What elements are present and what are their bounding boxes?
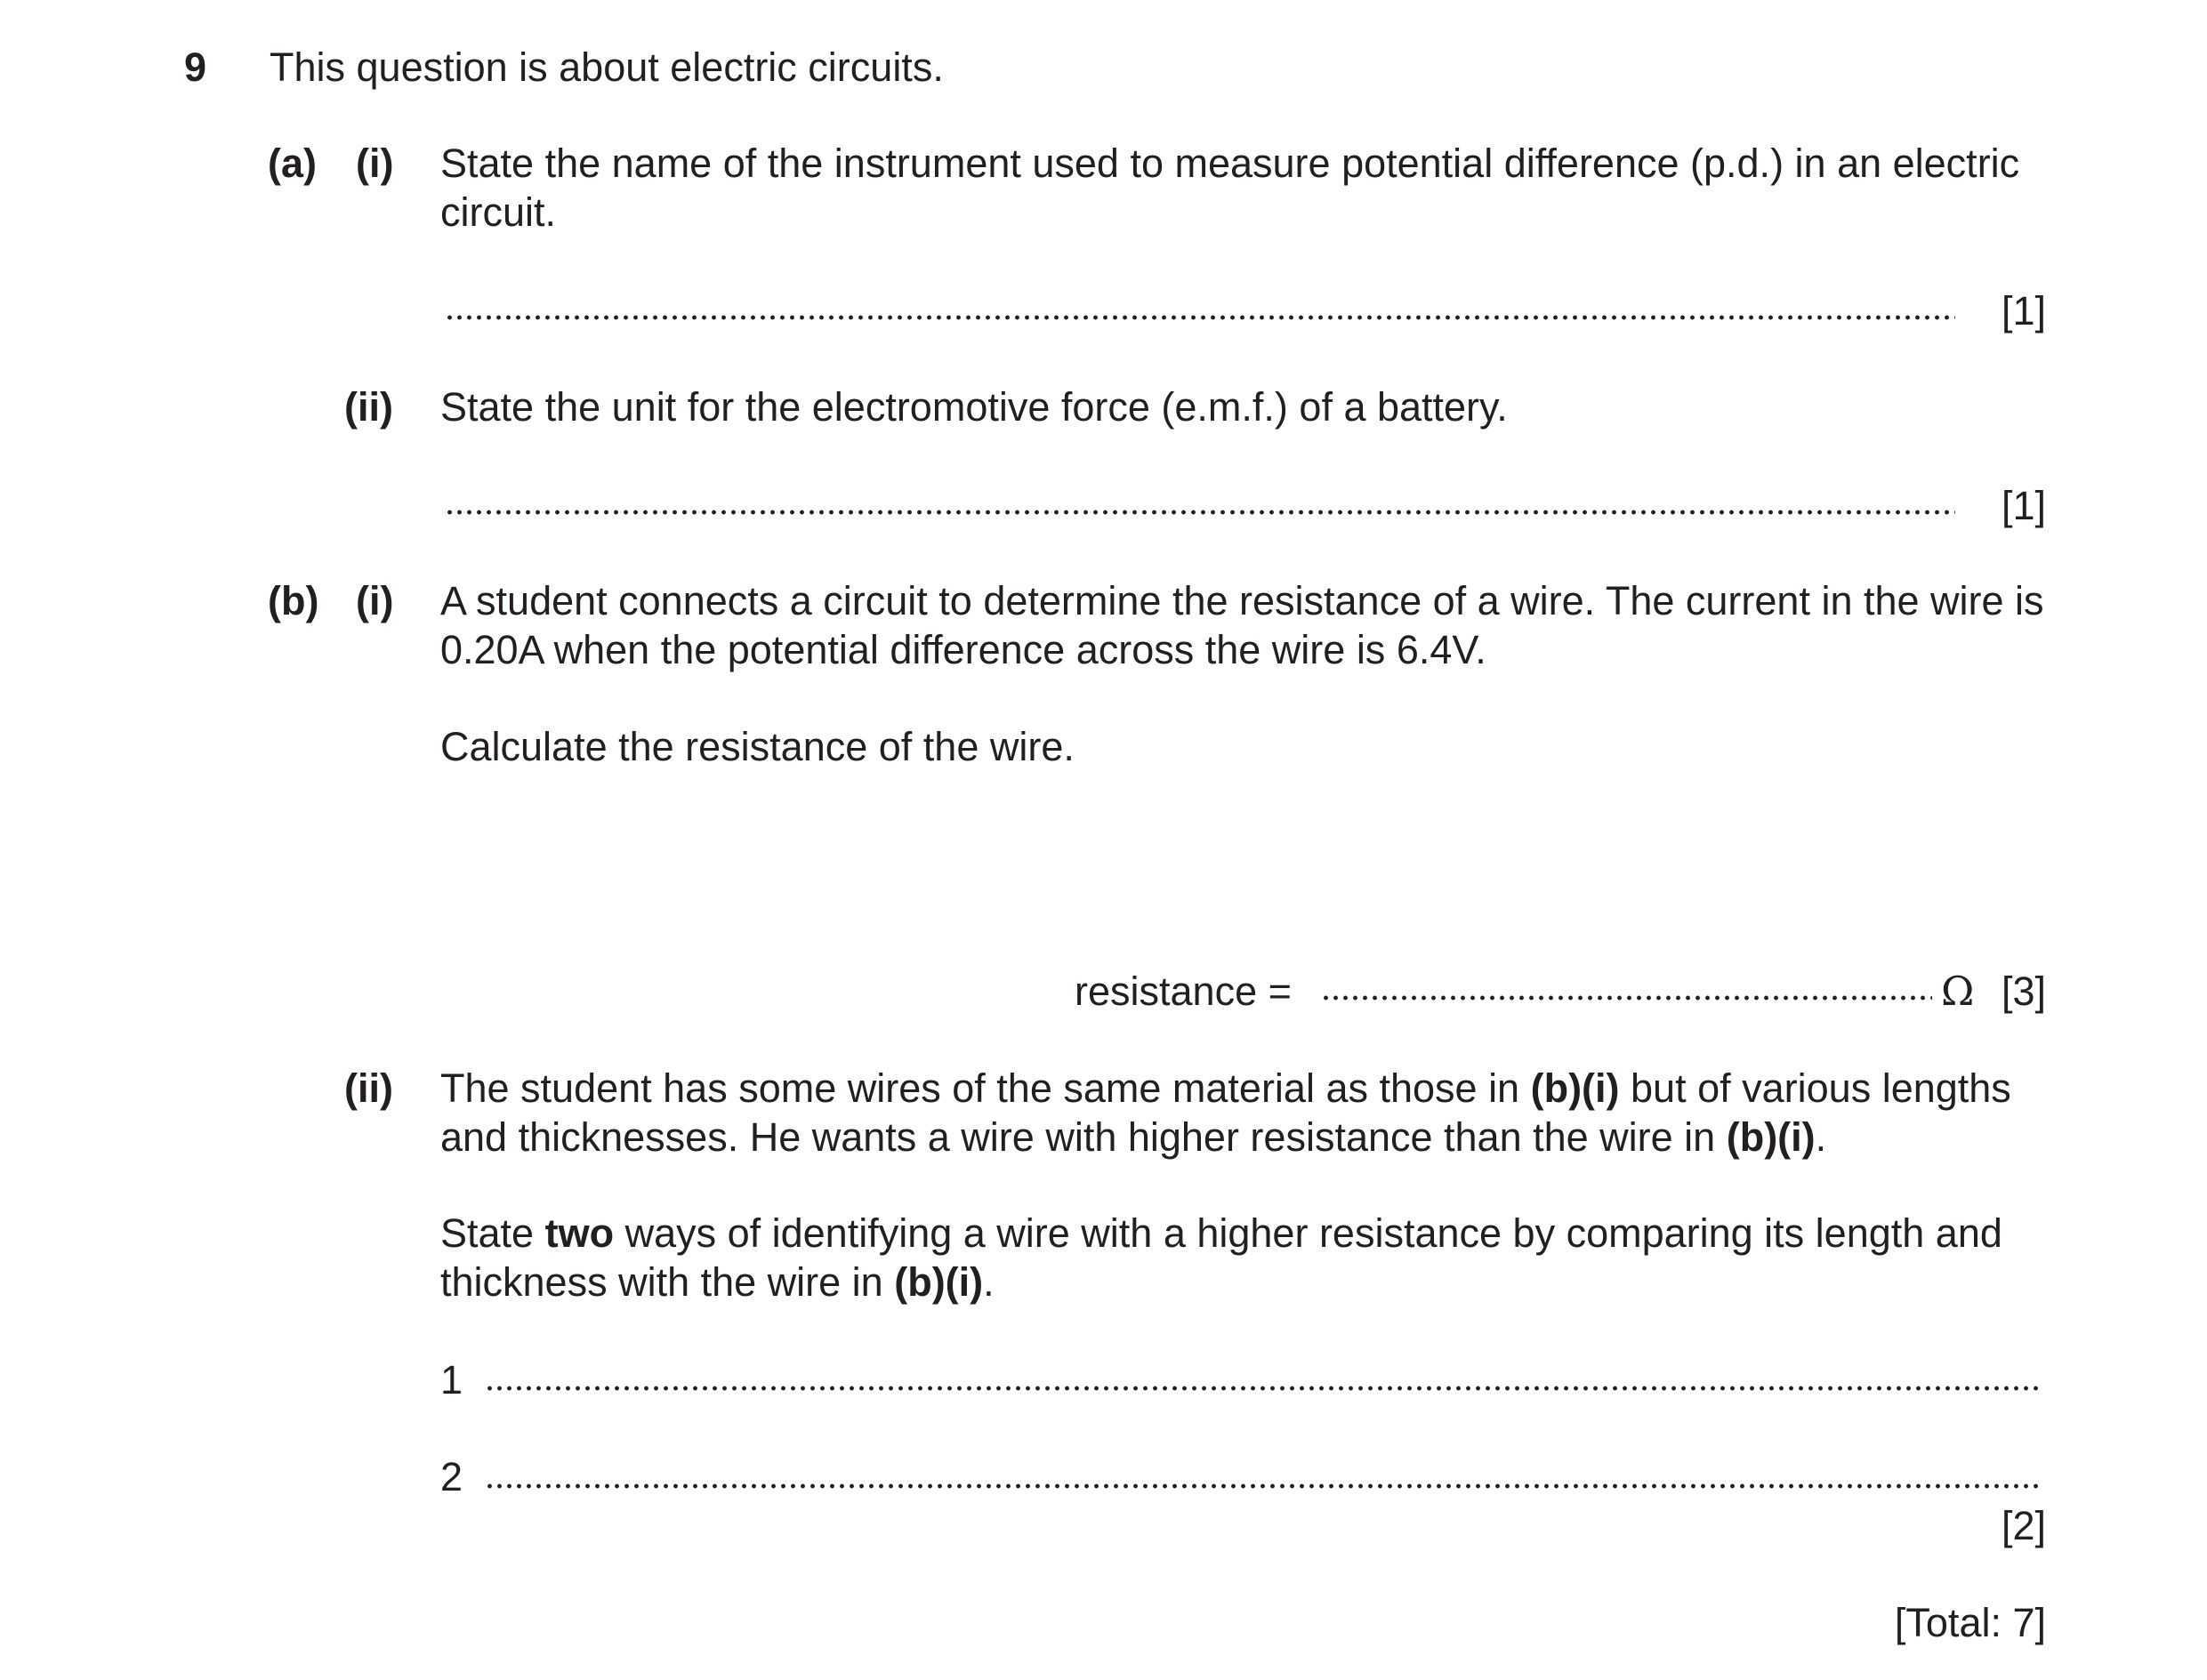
instr-two: two [544,1210,615,1256]
answer-2-label: 2 [440,1454,463,1499]
part-b-label: (b) [268,578,319,623]
ref-b-i-1: (b)(i) [1530,1065,1620,1111]
resistance-answer-label: resistance = [1075,969,1292,1014]
resistance-answer-line[interactable] [1321,994,1932,1001]
answer-line-2[interactable] [485,1483,2042,1490]
marks-b-i: [3] [2001,969,2046,1014]
marks-b-ii: [2] [2001,1503,2046,1548]
total-marks: [Total: 7] [1894,1600,2046,1645]
instr-text-1: State [440,1210,545,1256]
part-b-ii-text-3: . [1815,1114,1827,1160]
part-b-ii-instruction [440,1209,2046,1306]
answer-1-label: 1 [440,1357,463,1403]
part-b-ii-text-2: but of various lengths and thicknesses. He wants a wire with higher resistance than the wire in [440,1065,2011,1160]
part-b-ii-question [440,1064,2046,1162]
part-a-ii-label: (ii) [344,384,393,430]
part-b-i-label: (i) [356,578,394,623]
ohm-unit: Ω [1941,968,1975,1015]
part-b-i-instruction: Calculate the resistance of the wire. [440,724,1075,769]
answer-line-a-ii[interactable] [445,509,1955,516]
part-b-ii-label: (ii) [344,1065,393,1111]
part-a-i-question: State the name of the instrument used to measure potential difference (p.d.) in an electric circuit. [440,141,2020,235]
question-number: 9 [184,44,207,90]
answer-line-a-i[interactable] [445,314,1955,321]
question-intro: This question is about electric circuits. [270,44,944,90]
part-a-label: (a) [268,141,317,186]
instr-text-2: ways of identifying a wire with a higher resistance by comparing its length and thickness with the wire in [440,1210,2002,1305]
instr-text-3: . [983,1259,995,1305]
ref-b-i-2: (b)(i) [1726,1114,1816,1160]
part-a-i-label: (i) [356,141,394,186]
ref-b-i-3: (b)(i) [894,1259,984,1305]
answer-line-1[interactable] [485,1385,2042,1392]
marks-a-ii: [1] [2001,483,2046,528]
part-a-ii-question: State the unit for the electromotive force (e.m.f.) of a battery. [440,384,1508,430]
part-b-ii-text-1: The student has some wires of the same material as those in [440,1065,1531,1111]
marks-a-i: [1] [2001,288,2046,334]
part-b-i-question: A student connects a circuit to determine the resistance of a wire. The current in the wire is 0.20A when the potential difference across the wire is 6.4V. [440,578,2044,672]
